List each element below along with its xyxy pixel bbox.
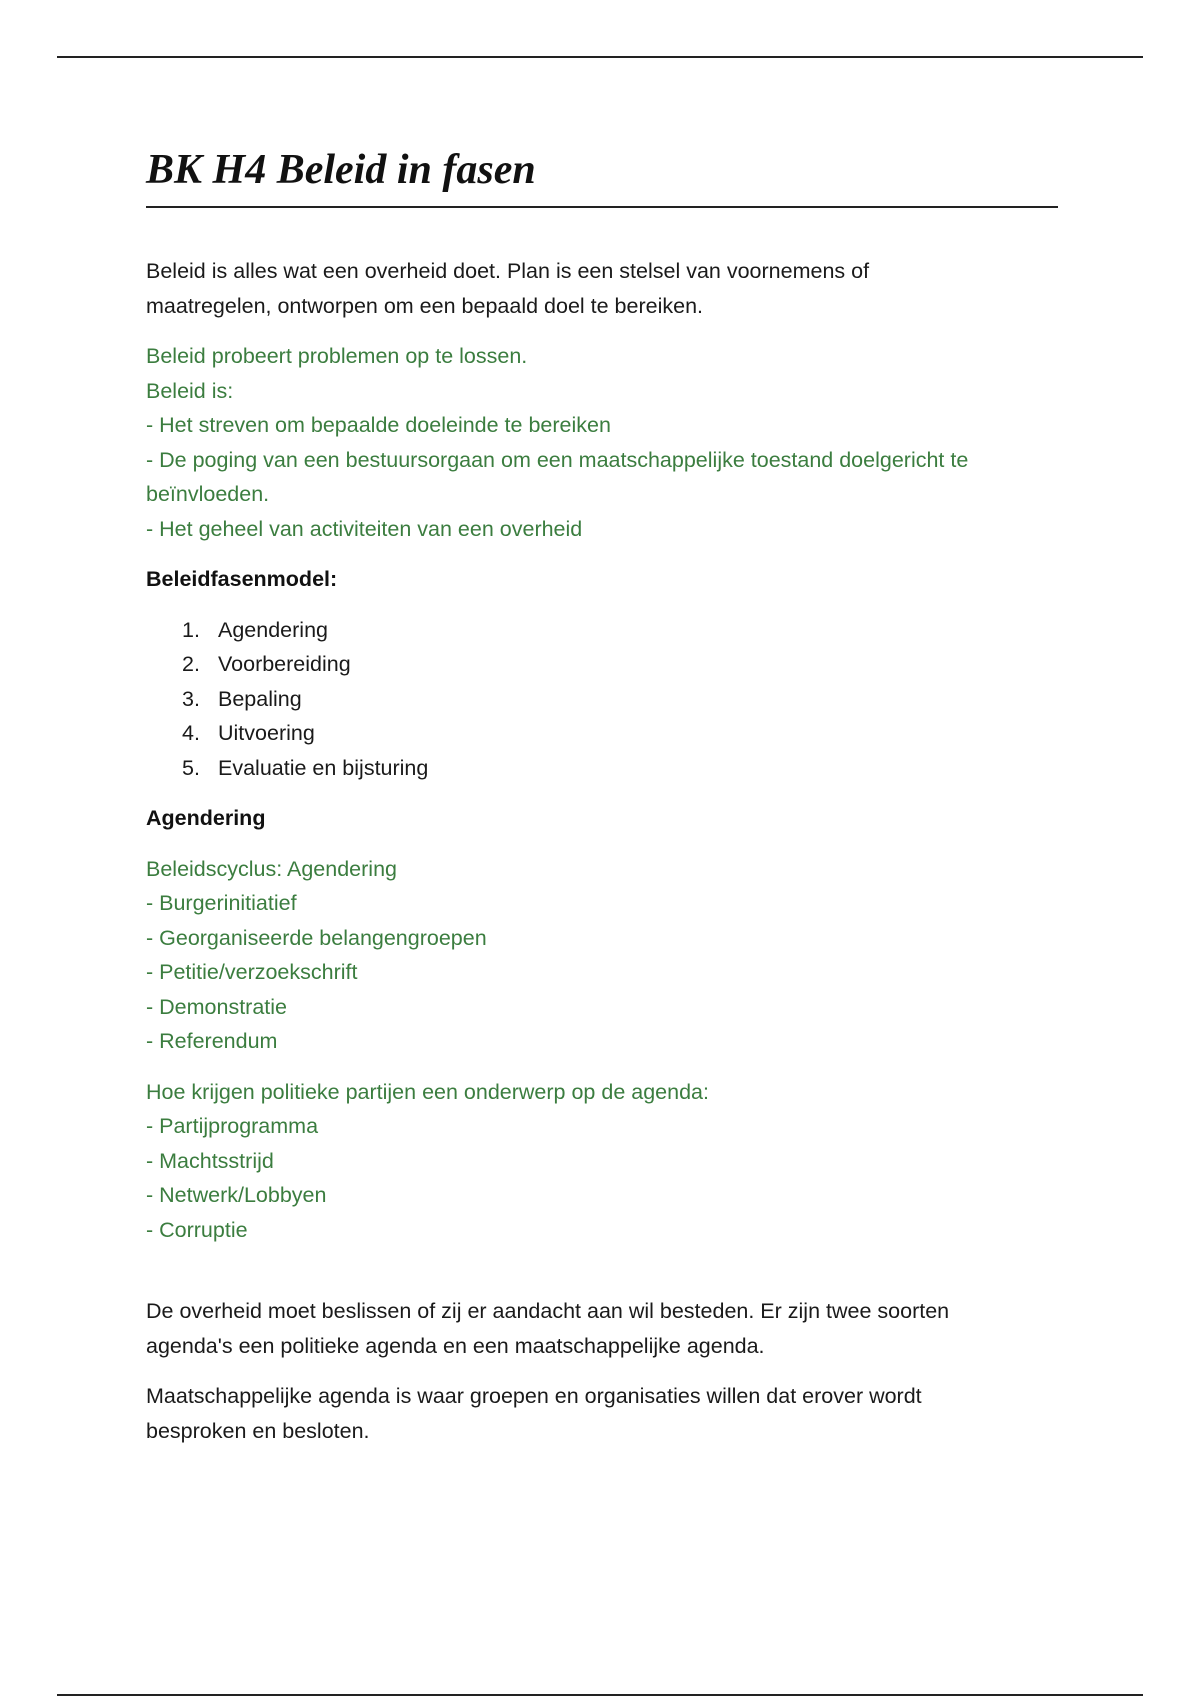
parties-line: - Machtsstrijd (146, 1148, 274, 1173)
phase-list (146, 613, 1060, 786)
cycle-line: - Petitie/verzoekschrift (146, 960, 358, 984)
list-number: 5. (182, 755, 200, 780)
model-heading: Beleidfasenmodel: (146, 567, 338, 591)
title-underline (146, 206, 1058, 208)
parties-line: - Netwerk/Lobbyen (146, 1183, 327, 1207)
intro-line: maatregelen, ontworpen om een bepaald doel te bereiken. (146, 293, 703, 318)
cycle-line: - Georganiseerde belangengroepen (146, 925, 487, 950)
decision-paragraph (146, 1294, 1060, 1363)
society-paragraph (146, 1379, 1060, 1448)
society-line: Maatschappelijke agenda is waar groepen en organisaties willen dat erover wordt (146, 1384, 922, 1408)
definition-line: - De poging van een bestuursorgaan om een maatschappelijke toestand doelgericht te (146, 447, 969, 472)
parties-line: Hoe krijgen politieke partijen een onderwerp op de agenda: (146, 1079, 709, 1104)
list-label: Bepaling (218, 686, 302, 711)
definition-line: Beleid probeert problemen op te lossen. (146, 344, 528, 368)
list-item (146, 751, 1060, 786)
definition-line: - Het geheel van activiteiten van een overheid (146, 516, 583, 541)
list-number: 3. (182, 686, 200, 711)
list-item (146, 613, 1060, 648)
intro-paragraph (146, 254, 1060, 323)
society-line: besproken en besloten. (146, 1418, 370, 1443)
page-top-rule (57, 56, 1143, 58)
page-bottom-rule (57, 1694, 1143, 1696)
parties-line: - Corruptie (146, 1217, 248, 1242)
list-label: Agendering (218, 617, 328, 642)
list-item (146, 716, 1060, 751)
cycle-line: - Burgerinitiatief (146, 891, 297, 915)
list-item (146, 647, 1060, 682)
cycle-line: - Demonstratie (146, 994, 287, 1019)
list-label: Evaluatie en bijsturing (218, 755, 429, 780)
cycle-line: Beleidscyclus: Agendering (146, 856, 397, 881)
list-number: 2. (182, 652, 200, 676)
cycle-line: - Referendum (146, 1029, 278, 1053)
intro-line: Beleid is alles wat een overheid doet. Plan is een stelsel van voornemens of (146, 259, 870, 283)
list-number: 4. (182, 721, 200, 745)
parties-line: - Partijprogramma (146, 1114, 319, 1138)
decision-line: agenda's een politieke agenda en een maatschappelijke agenda. (146, 1333, 765, 1358)
page-title: BK H4 Beleid in fasen (146, 147, 536, 193)
definitions-block (146, 339, 1060, 546)
list-item (146, 682, 1060, 717)
decision-line: De overheid moet beslissen of zij er aandacht aan wil besteden. Er zijn twee soorten (146, 1299, 950, 1323)
parties-block (146, 1075, 1060, 1248)
definition-line: - Het streven om bepaalde doeleinde te bereiken (146, 413, 611, 437)
list-number: 1. (182, 617, 200, 642)
cycle-block (146, 852, 1060, 1059)
definition-line: beïnvloeden. (146, 482, 270, 506)
list-label: Uitvoering (218, 721, 315, 745)
document-body (146, 140, 1060, 1448)
definition-line: Beleid is: (146, 378, 234, 403)
agendering-heading: Agendering (146, 806, 266, 830)
list-label: Voorbereiding (218, 652, 351, 676)
